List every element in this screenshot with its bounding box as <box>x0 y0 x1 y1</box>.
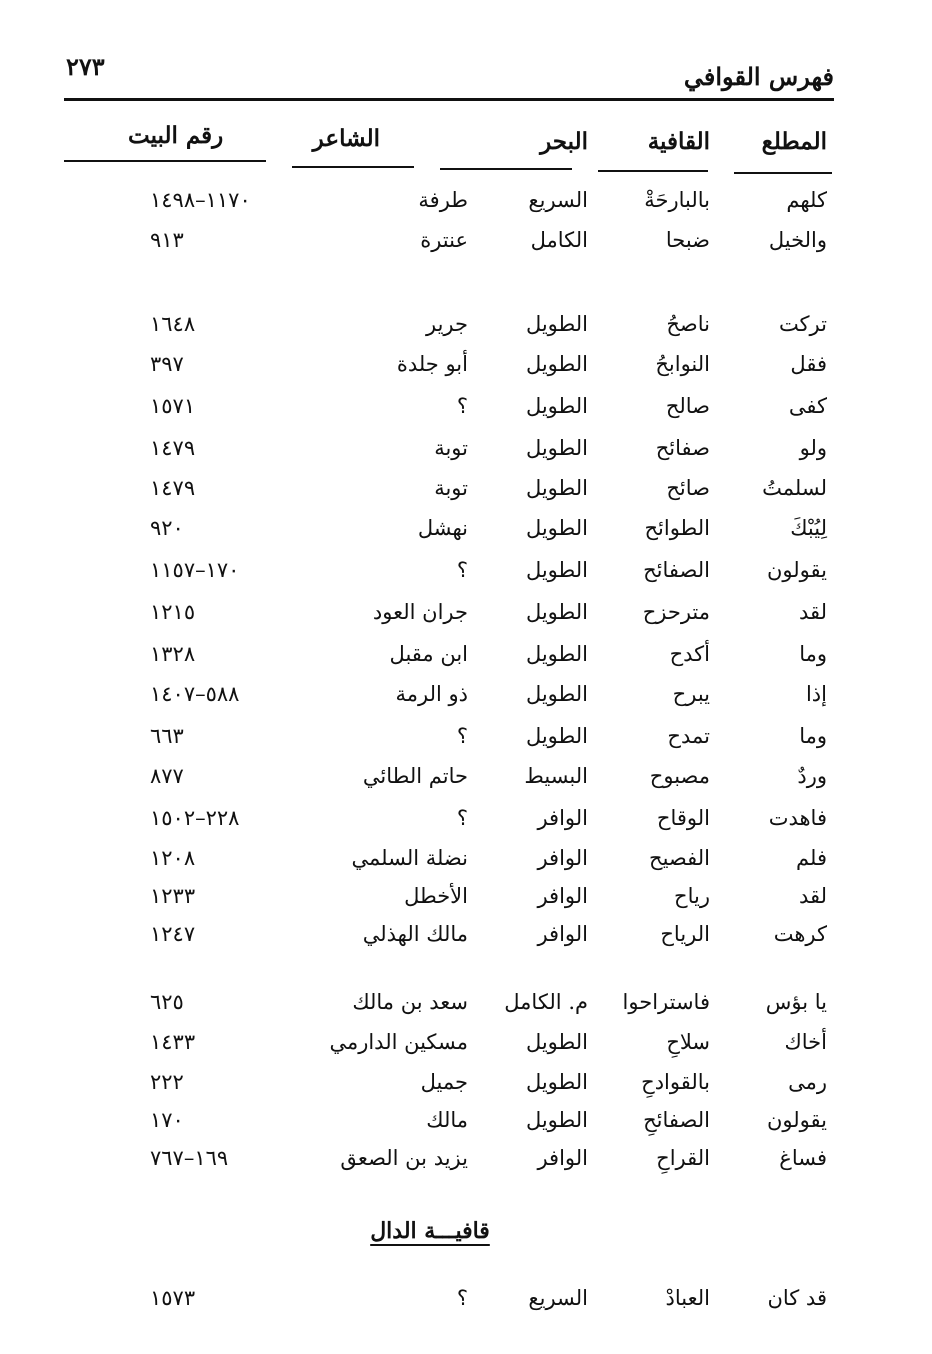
column-header-poet: الشاعر <box>312 125 380 152</box>
page-title: فهرس القوافي <box>683 62 834 91</box>
cell-rhyme: الصفائح <box>643 558 710 582</box>
cell-meter: الكامل <box>530 228 588 252</box>
cell-opening: لقد <box>798 884 827 908</box>
cell-rhyme: مصبوح <box>649 764 710 788</box>
cell-verse-number: ١٧٠ <box>150 1108 184 1132</box>
cell-poet: جميل <box>420 1070 468 1094</box>
cell-verse-number: ٨٧٧ <box>150 764 184 788</box>
cell-opening: لِيُبْكَ <box>790 516 827 540</box>
cell-rhyme: مترحزح <box>642 600 710 624</box>
cell-meter: الطويل <box>525 724 588 748</box>
cell-poet: مسكين الدارمي <box>329 1030 468 1054</box>
cell-meter: الوافر <box>537 846 588 870</box>
cell-opening: فلم <box>796 846 827 870</box>
cell-poet: ؟ <box>456 394 468 418</box>
cell-opening: كفى <box>788 394 827 418</box>
cell-poet: جرير <box>426 312 468 336</box>
cell-rhyme: سلاحِ <box>666 1030 710 1054</box>
cell-rhyme: الطوائح <box>644 516 710 540</box>
cell-rhyme: الوقاح <box>656 806 710 830</box>
cell-verse-number: ١٦٩–٧٦٧ <box>150 1146 229 1170</box>
cell-meter: الطويل <box>525 600 588 624</box>
cell-poet: توبة <box>434 476 468 500</box>
cell-rhyme: ناصحُ <box>666 312 710 336</box>
cell-rhyme: الفصيح <box>649 846 710 870</box>
cell-verse-number: ١٣٢٨ <box>150 642 196 666</box>
cell-verse-number: ١٧٠–١١٥٧ <box>150 558 240 582</box>
cell-opening: فقل <box>790 352 827 376</box>
cell-rhyme: تمدح <box>667 724 710 748</box>
cell-meter: السريع <box>528 1286 588 1310</box>
cell-poet: ؟ <box>456 558 468 582</box>
cell-meter: الطويل <box>525 642 588 666</box>
cell-meter: الوافر <box>537 1146 588 1170</box>
cell-rhyme: بالقوادحِ <box>641 1070 710 1094</box>
cell-poet: عنترة <box>420 228 468 252</box>
cell-meter: م. الكامل <box>504 990 588 1014</box>
cell-meter: الطويل <box>525 1070 588 1094</box>
column-header-rhyme: القافية <box>647 128 710 155</box>
cell-verse-number: ١٥٧٣ <box>150 1286 196 1310</box>
cell-opening: لقد <box>798 600 827 624</box>
cell-meter: الوافر <box>537 806 588 830</box>
cell-meter: الطويل <box>525 516 588 540</box>
cell-verse-number: ٣٩٧ <box>150 352 184 376</box>
cell-rhyme: النوابحُ <box>655 352 710 376</box>
cell-rhyme: العبادْ <box>665 1286 710 1310</box>
header-rule <box>64 98 834 101</box>
cell-verse-number: ٦٢٥ <box>150 990 184 1014</box>
cell-rhyme: بالبارحَةْ <box>644 188 710 212</box>
cell-opening: والخيل <box>768 228 827 252</box>
cell-verse-number: ١٦٤٨ <box>150 312 196 336</box>
cell-verse-number: ١١٧٠–١٤٩٨ <box>150 188 251 212</box>
cell-poet: توبة <box>434 436 468 460</box>
cell-poet: مالك الهذلي <box>362 922 468 946</box>
cell-meter: السريع <box>528 188 588 212</box>
cell-rhyme: صائح <box>666 476 710 500</box>
cell-meter: الطويل <box>525 682 588 706</box>
cell-opening: كرهت <box>773 922 827 946</box>
cell-opening: فاهدت <box>768 806 827 830</box>
cell-opening: وما <box>799 724 827 748</box>
cell-poet: نضلة السلمي <box>351 846 468 870</box>
cell-rhyme: يبرح <box>672 682 710 706</box>
cell-verse-number: ١٤٧٩ <box>150 436 196 460</box>
cell-poet: نهشل <box>417 516 468 540</box>
cell-opening: تركت <box>778 312 827 336</box>
cell-verse-number: ٥٨٨–١٤٠٧ <box>150 682 240 706</box>
cell-verse-number: ٦٦٣ <box>150 724 184 748</box>
cell-verse-number: ٢٢٢ <box>150 1070 184 1094</box>
cell-verse-number: ٢٢٨–١٥٠٢ <box>150 806 240 830</box>
cell-poet: ؟ <box>456 806 468 830</box>
cell-rhyme: صفائح <box>655 436 710 460</box>
cell-opening: فساغ <box>779 1146 827 1170</box>
cell-verse-number: ١٢٤٧ <box>150 922 196 946</box>
cell-meter: الطويل <box>525 352 588 376</box>
cell-rhyme: فاستراحوا <box>622 990 710 1014</box>
cell-rhyme: الصفائحِ <box>643 1108 710 1132</box>
cell-opening: وما <box>799 642 827 666</box>
cell-opening: لسلمتُ <box>762 476 827 500</box>
cell-opening: قد كان <box>767 1286 827 1310</box>
cell-rhyme: رياح <box>674 884 710 908</box>
cell-poet: سعد بن مالك <box>352 990 468 1014</box>
cell-opening: وردٌ <box>797 764 827 788</box>
cell-verse-number: ١٤٧٩ <box>150 476 196 500</box>
cell-poet: ذو الرمة <box>395 682 468 706</box>
column-header-opening: المطلع <box>761 128 827 155</box>
cell-opening: ولو <box>799 436 827 460</box>
cell-verse-number: ١٥٧١ <box>150 394 196 418</box>
cell-verse-number: ٩١٣ <box>150 228 184 252</box>
cell-poet: ؟ <box>456 724 468 748</box>
page-number: ٢٧٣ <box>66 52 105 81</box>
cell-verse-number: ١٢١٥ <box>150 600 196 624</box>
cell-rhyme: الرياح <box>660 922 710 946</box>
cell-meter: البسيط <box>524 764 588 788</box>
cell-poet: طرفة <box>418 188 468 212</box>
cell-rhyme: القراحِ <box>656 1146 710 1170</box>
column-header-verse-number: رقم البيت <box>128 122 224 149</box>
cell-meter: الوافر <box>537 922 588 946</box>
column-rule-verse-number <box>64 160 266 162</box>
cell-rhyme: أكدح <box>669 642 710 666</box>
cell-meter: الطويل <box>525 394 588 418</box>
cell-opening: كلهم <box>786 188 827 212</box>
cell-rhyme: صالح <box>665 394 710 418</box>
column-rule-opening <box>734 172 832 174</box>
cell-poet: مالك <box>426 1108 468 1132</box>
cell-meter: الطويل <box>525 1030 588 1054</box>
column-header-meter: البحر <box>540 128 588 155</box>
column-rule-rhyme <box>598 170 708 172</box>
cell-verse-number: ١٢٠٨ <box>150 846 196 870</box>
cell-rhyme: ضبحا <box>665 228 710 252</box>
cell-meter: الطويل <box>525 436 588 460</box>
cell-opening: يقولون <box>767 1108 827 1132</box>
cell-meter: الوافر <box>537 884 588 908</box>
cell-meter: الطويل <box>525 558 588 582</box>
column-rule-poet <box>292 166 414 168</box>
cell-verse-number: ٩٢٠ <box>150 516 184 540</box>
cell-meter: الطويل <box>525 312 588 336</box>
cell-opening: يا بؤس <box>765 990 827 1014</box>
cell-poet: حاتم الطائي <box>362 764 468 788</box>
cell-opening: إذا <box>805 682 827 706</box>
cell-verse-number: ١٤٣٣ <box>150 1030 196 1054</box>
section-title: قافيـــة الدال <box>370 1218 490 1244</box>
column-rule-meter <box>440 168 572 170</box>
cell-poet: أبو جلدة <box>396 352 468 376</box>
cell-poet: جران العود <box>372 600 468 624</box>
cell-poet: ؟ <box>456 1286 468 1310</box>
cell-poet: ابن مقبل <box>389 642 468 666</box>
cell-poet: يزيد بن الصعق <box>340 1146 468 1170</box>
cell-opening: أخاك <box>784 1030 827 1054</box>
cell-verse-number: ١٢٣٣ <box>150 884 196 908</box>
cell-opening: يقولون <box>767 558 827 582</box>
cell-meter: الطويل <box>525 476 588 500</box>
cell-opening: رمى <box>788 1070 827 1094</box>
cell-meter: الطويل <box>525 1108 588 1132</box>
cell-poet: الأخطل <box>404 884 468 908</box>
